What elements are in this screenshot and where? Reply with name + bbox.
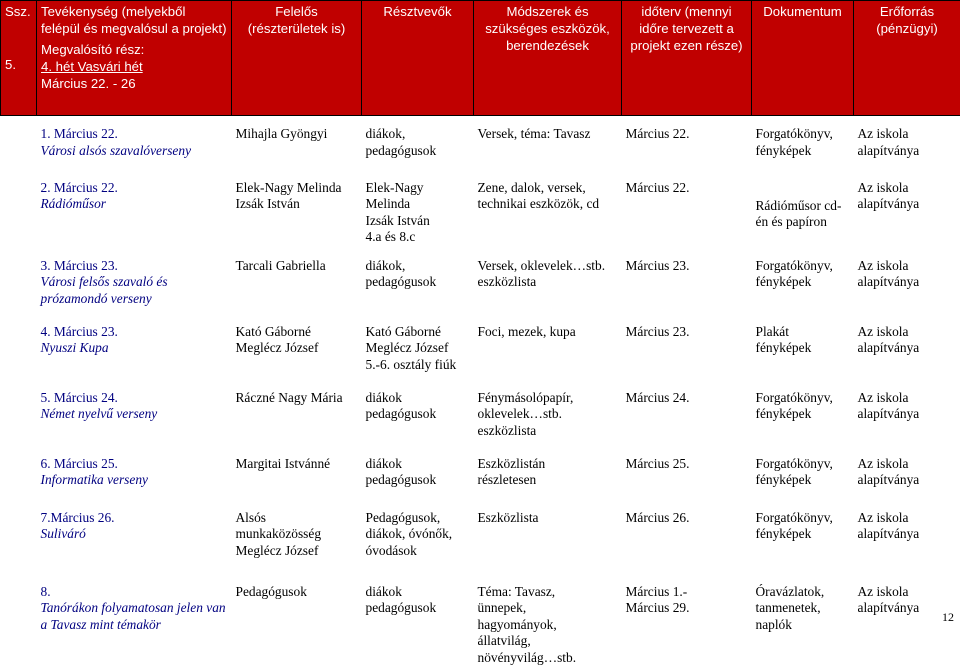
schedule-line: Március 22. (626, 126, 748, 143)
header-methods: Módszerek és szükséges eszközök, berendezések (474, 1, 622, 116)
activity-cell (1, 446, 232, 500)
responsible-line: Tarcali Gabriella (236, 258, 358, 275)
resource-line: Az iskola (858, 180, 957, 197)
resource-line: alapítványa (858, 526, 957, 543)
methods-line: Versek, téma: Tavasz (478, 126, 618, 143)
schedule-line: Március 24. (626, 390, 748, 407)
participants-line: Melinda (366, 196, 470, 213)
responsible-cell (232, 574, 362, 668)
activity-title: Nyuszi Kupa (41, 340, 228, 357)
document-line: fényképek (756, 143, 850, 160)
participants-line: 4.a és 8.c (366, 229, 470, 246)
resource-line: Az iskola (858, 390, 957, 407)
header-ssz-label: Ssz. (5, 4, 31, 19)
schedule-line: Március 22. (626, 180, 748, 197)
header-responsible: Felelős (részterületek is) (232, 1, 362, 116)
participants-cell (362, 380, 474, 446)
responsible-cell (232, 248, 362, 314)
document-line: Óravázlatok, (756, 584, 850, 601)
participants-line: diákok (366, 456, 470, 473)
responsible-line: Ráczné Nagy Mária (236, 390, 358, 407)
page-number: 12 (942, 610, 954, 625)
header-part-number: 5. (5, 57, 16, 72)
activity-title: Suliváró (41, 526, 228, 543)
activity-number: 5. Március 24. (41, 390, 228, 407)
activity-title: Informatika verseny (41, 472, 228, 489)
schedule-cell (622, 314, 752, 380)
participants-line: pedagógusok (366, 143, 470, 160)
header-activity-sub-line: Március 22. - 26 (41, 75, 227, 92)
table-row (1, 500, 960, 574)
schedule-cell (622, 446, 752, 500)
table-row (1, 116, 960, 170)
header-activity-sub-line: Megvalósító rész: (41, 41, 227, 58)
document-line: fényképek (756, 526, 850, 543)
activity-cell (1, 248, 232, 314)
resource-line: Az iskola (858, 456, 957, 473)
methods-line: Zene, dalok, versek, (478, 180, 618, 197)
header-row (1, 1, 960, 116)
schedule-line: Március 26. (626, 510, 748, 527)
responsible-cell (232, 380, 362, 446)
resource-cell (854, 170, 960, 248)
participants-line: pedagógusok (366, 406, 470, 423)
document-cell (752, 500, 854, 574)
document-line: Forgatókönyv, (756, 456, 850, 473)
document-cell (752, 116, 854, 170)
participants-line: Kató Gáborné (366, 324, 470, 341)
document-line: Forgatókönyv, (756, 126, 850, 143)
participants-cell (362, 500, 474, 574)
activity-title: Városi alsós szavalóverseny (41, 143, 228, 160)
participants-line: diákok, (366, 258, 470, 275)
document-line: én és papíron (756, 214, 850, 231)
activity-cell (1, 170, 232, 248)
activity-cell (1, 116, 232, 170)
participants-cell (362, 314, 474, 380)
document-line: Forgatókönyv, (756, 390, 850, 407)
document-cell (752, 380, 854, 446)
resource-cell (854, 500, 960, 574)
resource-cell (854, 116, 960, 170)
responsible-line: Elek-Nagy Melinda (236, 180, 358, 197)
participants-line: pedagógusok (366, 600, 470, 617)
table-row (1, 446, 960, 500)
resource-line: Az iskola (858, 510, 957, 527)
document-cell (752, 446, 854, 500)
activity-number: 6. Március 25. (41, 456, 228, 473)
methods-cell (474, 116, 622, 170)
methods-line: Foci, mezek, kupa (478, 324, 618, 341)
header-activity (37, 1, 232, 116)
header-activity-sub (41, 41, 227, 92)
schedule-line: Március 25. (626, 456, 748, 473)
methods-line: növényvilág…stb. (478, 650, 618, 667)
activity-cell (1, 314, 232, 380)
resource-line: alapítványa (858, 196, 957, 213)
activity-cell (1, 380, 232, 446)
resource-line: alapítványa (858, 600, 957, 617)
activity-title: Városi felsős szavaló és prózamondó verseny (41, 274, 228, 307)
resource-line: alapítványa (858, 406, 957, 423)
schedule-line: Március 1.- (626, 584, 748, 601)
schedule-line: Március 29. (626, 600, 748, 617)
document-line: naplók (756, 617, 850, 634)
responsible-cell (232, 314, 362, 380)
participants-line: diákok (366, 584, 470, 601)
resource-line: Az iskola (858, 258, 957, 275)
activity-number: 7.Március 26. (41, 510, 228, 527)
participants-line: óvodások (366, 543, 470, 560)
participants-line: Meglécz József (366, 340, 470, 357)
methods-line: eszközlista (478, 423, 618, 440)
methods-line: Fénymásolópapír, (478, 390, 618, 407)
document-line: fényképek (756, 406, 850, 423)
header-participants: Résztvevők (362, 1, 474, 116)
methods-line: technikai eszközök, cd (478, 196, 618, 213)
methods-cell (474, 170, 622, 248)
participants-line: Izsák István (366, 213, 470, 230)
resource-cell (854, 248, 960, 314)
participants-line: Pedagógusok, (366, 510, 470, 527)
resource-line: Az iskola (858, 324, 957, 341)
activity-number: 8. (41, 584, 228, 601)
methods-line: hagyományok, (478, 617, 618, 634)
methods-cell (474, 574, 622, 668)
schedule-cell (622, 248, 752, 314)
activity-number: 3. Március 23. (41, 258, 228, 275)
resource-line: Az iskola (858, 584, 957, 601)
participants-cell (362, 446, 474, 500)
methods-line: Eszközlistán (478, 456, 618, 473)
responsible-cell (232, 446, 362, 500)
resource-line: alapítványa (858, 143, 957, 160)
participants-cell (362, 248, 474, 314)
schedule-cell (622, 500, 752, 574)
document-line: tanmenetek, (756, 600, 850, 617)
activity-cell (1, 574, 232, 668)
responsible-line: Meglécz József (236, 340, 358, 357)
document-line: Forgatókönyv, (756, 258, 850, 275)
responsible-cell (232, 500, 362, 574)
participants-line: pedagógusok (366, 472, 470, 489)
document-line: fényképek (756, 472, 850, 489)
resource-cell (854, 380, 960, 446)
participants-cell (362, 170, 474, 248)
responsible-line: Izsák István (236, 196, 358, 213)
resource-cell (854, 314, 960, 380)
schedule-cell (622, 116, 752, 170)
participants-line: pedagógusok (366, 274, 470, 291)
responsible-line: Margitai Istvánné (236, 456, 358, 473)
activity-number: 2. Március 22. (41, 180, 228, 197)
document-line: fényképek (756, 340, 850, 357)
table-row (1, 170, 960, 248)
responsible-line: munkaközösség (236, 526, 358, 543)
responsible-cell (232, 170, 362, 248)
participants-cell (362, 574, 474, 668)
table-body (1, 116, 960, 668)
schedule-line: Március 23. (626, 324, 748, 341)
document-cell (752, 574, 854, 668)
header-ssz (1, 1, 37, 116)
methods-line: ünnepek, (478, 600, 618, 617)
methods-cell (474, 314, 622, 380)
table-row (1, 574, 960, 668)
methods-line: Eszközlista (478, 510, 618, 527)
schedule-cell (622, 380, 752, 446)
header-activity-sub-line: 4. hét Vasvári hét (41, 58, 227, 75)
document-line: fényképek (756, 274, 850, 291)
activity-title: Rádióműsor (41, 196, 228, 213)
participants-line: Elek-Nagy (366, 180, 470, 197)
activity-number: 4. Március 23. (41, 324, 228, 341)
participants-line: diákok, óvónők, (366, 526, 470, 543)
activity-number: 1. Március 22. (41, 126, 228, 143)
responsible-line: Pedagógusok (236, 584, 358, 601)
document-cell (752, 170, 854, 248)
header-activity-label: Tevékenység (melyekből felépül és megvalósul a projekt) (41, 3, 227, 37)
methods-cell (474, 380, 622, 446)
methods-line: oklevelek…stb. (478, 406, 618, 423)
resource-line: alapítványa (858, 340, 957, 357)
methods-line: részletesen (478, 472, 618, 489)
responsible-line: Meglécz József (236, 543, 358, 560)
participants-line: diákok, (366, 126, 470, 143)
resource-line: alapítványa (858, 472, 957, 489)
table-row (1, 314, 960, 380)
document-line: Rádióműsor cd- (756, 198, 850, 215)
methods-cell (474, 248, 622, 314)
document-cell (752, 248, 854, 314)
responsible-line: Kató Gáborné (236, 324, 358, 341)
document-line: Forgatókönyv, (756, 510, 850, 527)
participants-cell (362, 116, 474, 170)
table-row (1, 248, 960, 314)
document-cell (752, 314, 854, 380)
methods-cell (474, 446, 622, 500)
document-line: Plakát (756, 324, 850, 341)
participants-line: diákok (366, 390, 470, 407)
schedule-cell (622, 170, 752, 248)
responsible-line: Alsós (236, 510, 358, 527)
responsible-line: Mihajla Gyöngyi (236, 126, 358, 143)
methods-line: eszközlista (478, 274, 618, 291)
methods-line: állatvilág, (478, 633, 618, 650)
resource-line: alapítványa (858, 274, 957, 291)
methods-line: Versek, oklevelek…stb. (478, 258, 618, 275)
responsible-cell (232, 116, 362, 170)
methods-line: Téma: Tavasz, (478, 584, 618, 601)
activity-title: Német nyelvű verseny (41, 406, 228, 423)
header-document: Dokumentum (752, 1, 854, 116)
header-schedule: időterv (mennyi időre tervezett a projekt ezen része) (622, 1, 752, 116)
header-resource: Erőforrás (pénzügyi) (854, 1, 960, 116)
schedule-line: Március 23. (626, 258, 748, 275)
participants-line: 5.-6. osztály fiúk (366, 357, 470, 374)
activity-title: Tanórákon folyamatosan jelen van a Tavasz mint témakör (41, 600, 228, 633)
schedule-cell (622, 574, 752, 668)
resource-cell (854, 446, 960, 500)
methods-cell (474, 500, 622, 574)
table-row (1, 380, 960, 446)
activity-cell (1, 500, 232, 574)
resource-line: Az iskola (858, 126, 957, 143)
